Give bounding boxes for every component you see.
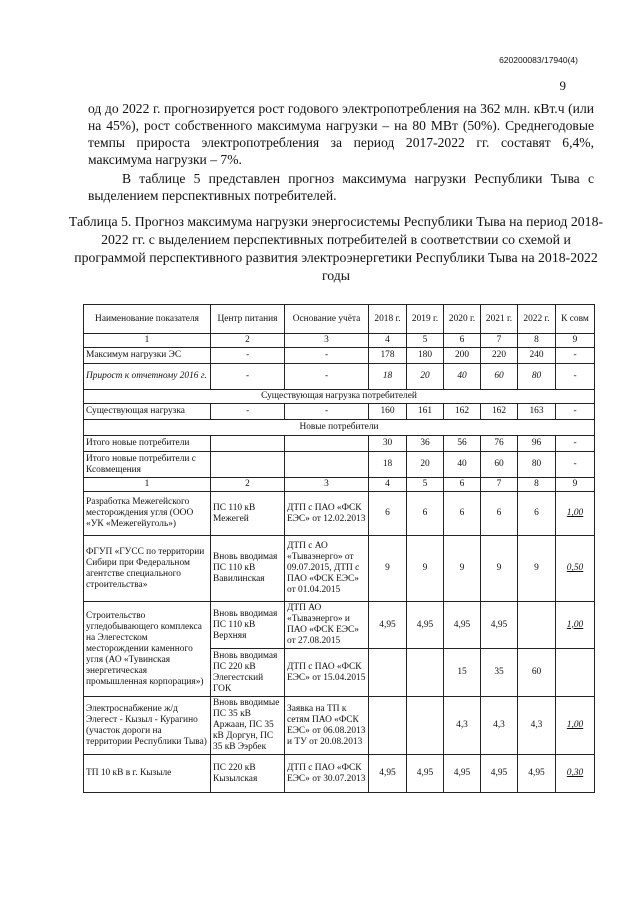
row-max-load [84,348,595,364]
table-cell: - [285,404,369,420]
table-cell: 6 [444,492,481,536]
table-cell: 9 [369,536,407,602]
power-center: Вновь вводимая ПС 110 кВ Вавилинская [211,536,285,602]
section-title: Существующая нагрузка потребителей [84,390,595,404]
accounting-basis: ДТП АО «Тываэнерго» и ПАО «ФСК ЕЭС» от 27.08.2015 [285,602,369,649]
section-existing [84,390,595,404]
table-cell: - [556,348,595,364]
table-cell [407,649,444,697]
paragraph-forecast: од до 2022 г. прогнозируется рост годового электропотребления на 362 млн. кВт.ч (или на 45%), рост собственного максимума нагрузки – на 80 МВт (50%). Среднегодовые темпы прироста электропотребления за период 2017-2022 гг. составят 6,4%, максимума нагрузки – 7%. [88,101,594,167]
index-row [84,334,595,348]
table-cell: 8 [518,334,556,348]
accounting-basis: ДТП с ПАО «ФСК ЕЭС» от 30.07.2013 [285,755,369,793]
table-cell: 18 [369,452,407,478]
table-cell: 4,95 [407,602,444,649]
table-cell: Итого новые потребители с Ксовмещения [84,452,211,478]
paragraph-table-intro: В таблице 5 представлен прогноз максимума нагрузки Республики Тыва с выделением перспективных потребителей. [88,171,594,203]
table-cell: 15 [444,649,481,697]
table-cell: 220 [481,348,518,364]
table-cell: 6 [444,334,481,348]
table-cell: 2 [211,334,285,348]
table-cell: - [556,452,595,478]
table-cell [407,697,444,755]
table-cell: 200 [444,348,481,364]
k-coefficient: 1,00 [556,697,595,755]
table-cell: 60 [518,649,556,697]
table-cell: 4,95 [481,602,518,649]
table-cell: 35 [481,649,518,697]
table-cell: 6 [369,492,407,536]
accounting-basis: ДТП с ПАО «ФСК ЕЭС» от 15.04.2015 [285,649,369,697]
table-cell: 4,95 [369,602,407,649]
table-cell: 96 [518,436,556,452]
table-cell: 8 [518,478,556,492]
table-caption: Таблица 5. Прогноз максимума нагрузки энергосистемы Республики Тыва на период 2018-2022 гг. с выделением перспективных потребителей в соответствии со схемой и программой перспективного развития электроэнергетики Республики Тыва на 2018-2022 годы [68,214,604,283]
header-cell: Основание учёта [285,305,369,334]
section-new [84,420,595,436]
header-cell: 2022 г. [518,305,556,334]
header-cell: 2020 г. [444,305,481,334]
table-cell: 3 [285,334,369,348]
table-cell: - [211,348,285,364]
row-existing [84,404,595,420]
table-cell: 240 [518,348,556,364]
table-cell: 161 [407,404,444,420]
accounting-basis: ДТП с АО «Тываэнерго» от 09.07.2015, ДТП с ПАО «ФСК ЕЭС» от 01.04.2015 [285,536,369,602]
table-cell: 4,95 [444,602,481,649]
table-cell: 4,95 [444,755,481,793]
table-cell: 20 [407,364,444,390]
header-cell: 2021 г. [481,305,518,334]
table-cell: Прирост к отчетному 2016 г. [84,364,211,390]
table-cell: 1 [84,334,211,348]
table-cell: 4,95 [518,755,556,793]
power-center: ПС 220 кВ Кызылская [211,755,285,793]
table-cell: 163 [518,404,556,420]
table-cell: Существующая нагрузка [84,404,211,420]
table-cell: 2 [211,478,285,492]
table-cell: 18 [369,364,407,390]
table-cell: 6 [481,492,518,536]
header-cell: Наименование показателя [84,305,211,334]
table-cell: 4,95 [407,755,444,793]
table-cell: 9 [518,536,556,602]
k-coefficient: 0,50 [556,536,595,602]
consumer-name: Электроснабжение ж/д Элегест - Кызыл - Курагино (участок дороги на территории Республики Тыва) [84,697,211,755]
accounting-basis: Заявка на ТП к сетям ПАО «ФСК ЕЭС» от 06.08.2013 и ТУ от 20.08.2013 [285,697,369,755]
table-cell: 30 [369,436,407,452]
table-cell: 4,3 [444,697,481,755]
table-cell: 9 [407,536,444,602]
table-cell: 3 [285,478,369,492]
table-cell: 40 [444,452,481,478]
header-cell: 2018 г. [369,305,407,334]
table-cell: 7 [481,478,518,492]
table-cell: 178 [369,348,407,364]
table-cell: - [556,364,595,390]
table-cell: 56 [444,436,481,452]
consumer-name: ТП 10 кВ в г. Кызыле [84,755,211,793]
table-cell: 4,95 [481,755,518,793]
table-cell: 80 [518,364,556,390]
table-cell: 5 [407,478,444,492]
table-cell: 6 [407,492,444,536]
table-cell: 160 [369,404,407,420]
consumer-name: Строительство угледобывающего комплекса на Элегестском месторождении каменного угля (АО «Тувинская энергетическая промышленная корпорация») [84,602,211,697]
consumer-row [84,492,595,536]
consumer-name: ФГУП «ГУСС по территории Сибири при Федеральном агентстве специального строительства» [84,536,211,602]
table-cell [369,697,407,755]
table-cell [285,436,369,452]
header-cell: К совм [556,305,595,334]
row-growth [84,364,595,390]
row-total-new-k [84,452,595,478]
document-id: 620200083/17940(4) [499,55,578,65]
consumer-row [84,697,595,755]
index-row-2 [84,478,595,492]
table-cell: 7 [481,334,518,348]
table-cell: 20 [407,452,444,478]
table-cell [211,436,285,452]
table-cell [369,649,407,697]
table-cell: 4 [369,334,407,348]
table-cell: 4,95 [369,755,407,793]
k-coefficient: 0,30 [556,755,595,793]
table-cell: 6 [444,478,481,492]
table-cell: 9 [444,536,481,602]
power-center: ПС 110 кВ Межегей [211,492,285,536]
section-title: Новые потребители [84,420,595,436]
power-center: Вновь вводимая ПС 110 кВ Верхняя [211,602,285,649]
table-cell: 9 [556,478,595,492]
table-cell: - [285,364,369,390]
table-cell: 1 [84,478,211,492]
table-cell: - [211,404,285,420]
table-cell: 76 [481,436,518,452]
table-cell: 180 [407,348,444,364]
table-cell: - [211,364,285,390]
table-cell: 60 [481,452,518,478]
page-number: 9 [559,78,566,93]
table-header-row [84,305,595,334]
k-coefficient: 1,00 [556,602,595,649]
table-cell: 4,3 [481,697,518,755]
table-cell: 162 [481,404,518,420]
table-cell: 6 [518,492,556,536]
table-cell [211,452,285,478]
table-cell [518,602,556,649]
table-cell: - [556,436,595,452]
row-total-new [84,436,595,452]
table-cell: 80 [518,452,556,478]
power-center: Вновь вводимые ПС 35 кВ Аржаан, ПС 35 кВ Доргун, ПС 35 кВ Ээрбек [211,697,285,755]
table-cell: - [285,348,369,364]
table-cell: 9 [556,334,595,348]
load-forecast-table [83,304,595,793]
consumer-row [84,536,595,602]
consumer-row [84,755,595,793]
table-cell: 4,3 [518,697,556,755]
table-cell: 162 [444,404,481,420]
power-center: Вновь вводимая ПС 220 кВ Элегестский ГОК [211,649,285,697]
consumer-row [84,602,595,649]
table-cell: Максимум нагрузки ЭС [84,348,211,364]
table-cell: 60 [481,364,518,390]
table-cell [285,452,369,478]
k-coefficient [556,649,595,697]
header-cell: Центр питания [211,305,285,334]
table-cell: 4 [369,478,407,492]
consumer-name: Разработка Межегейского месторождения угля (ООО «УК «Межегейуголь») [84,492,211,536]
k-coefficient: 1,00 [556,492,595,536]
table-cell: 36 [407,436,444,452]
accounting-basis: ДТП с ПАО «ФСК ЕЭС» от 12.02.2013 [285,492,369,536]
table-cell: 5 [407,334,444,348]
table-cell: 9 [481,536,518,602]
table-cell: 40 [444,364,481,390]
table-cell: Итого новые потребители [84,436,211,452]
table-cell: - [556,404,595,420]
header-cell: 2019 г. [407,305,444,334]
